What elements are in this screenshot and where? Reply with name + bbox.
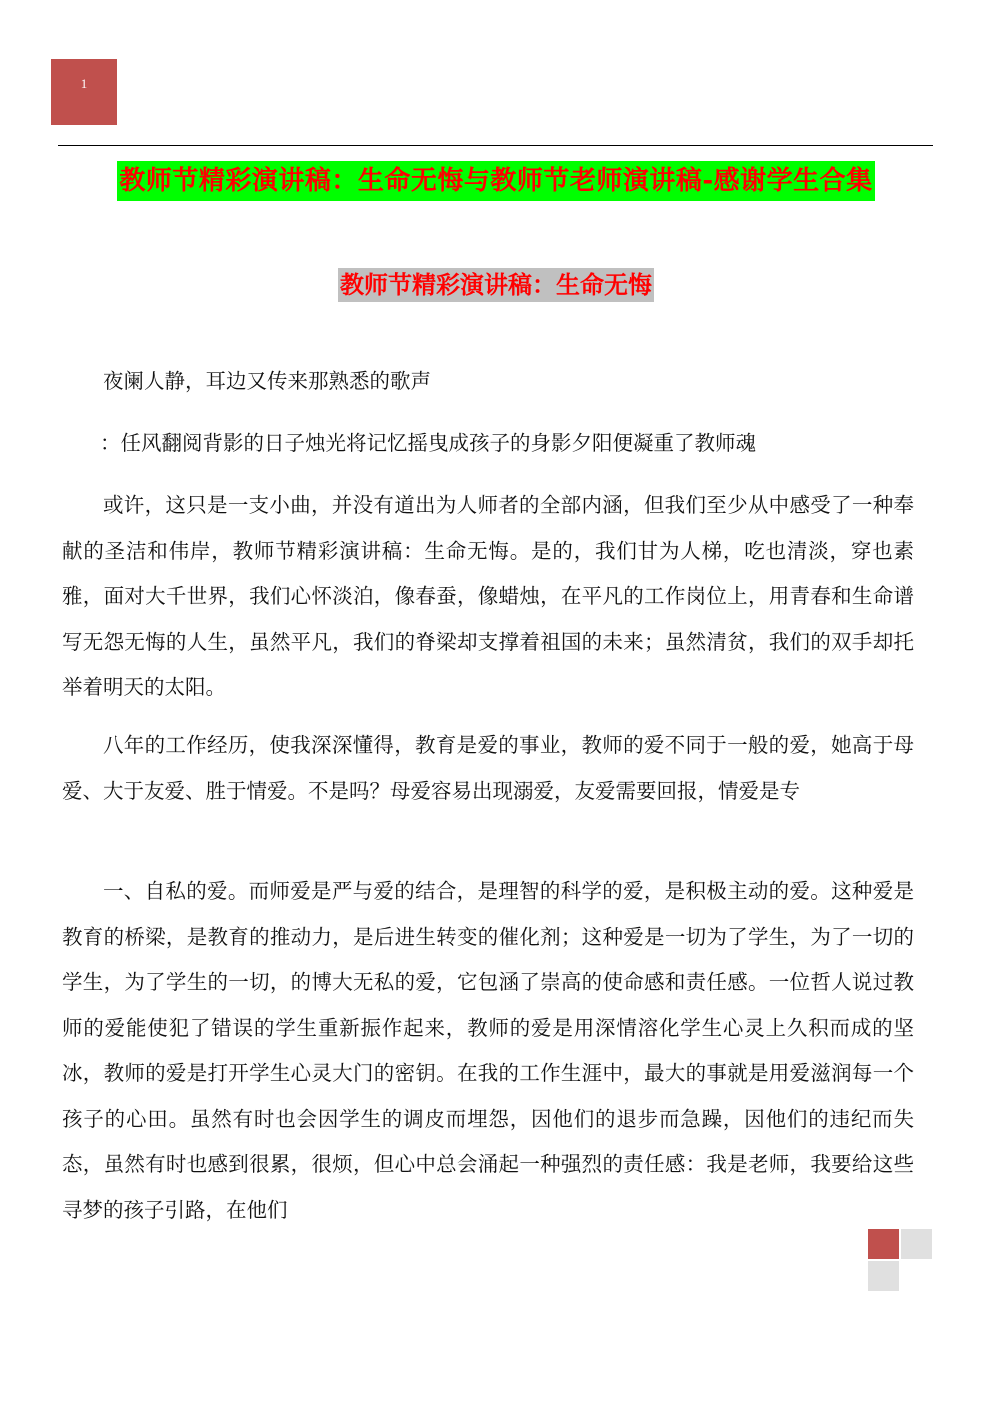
section-title-row — [0, 268, 992, 302]
paragraph-4: 八年的工作经历，使我深深懂得，教育是爱的事业，教师的爱不同于一般的爱，她高于母爱、大于友爱、胜于情爱。不是吗？母爱容易出现溺爱，友爱需要回报，情爱是专 — [62, 733, 914, 803]
corner-decoration — [868, 1229, 932, 1291]
paragraph-5: 一、自私的爱。而师爱是严与爱的结合，是理智的科学的爱，是积极主动的爱。这种爱是教育的桥梁，是教育的推动力，是后进生转变的催化剂；这种爱是一切为了学生，为了一切的学生，为了学生的一切，的博大无私的爱，它包涵了崇高的使命感和责任感。一位哲人说过教师的爱能使犯了错误的学生重新振作起来，教师的爱是用深情溶化学生心灵上久积而成的坚冰，教师的爱是打开学生心灵大门的密钥。在我的工作生涯中，最大的事就是用爱滋润每一个孩子的心田。虽然有时也会因学生的调皮而埋怨，因他们的退步而急躁，因他们的违纪而失态，虽然有时也感到很累，很烦，但心中总会涌起一种强烈的责任感：我是老师，我要给这些寻梦的孩子引路，在他们 — [62, 879, 914, 1222]
header-divider — [58, 145, 933, 146]
decoration-square-gray — [868, 1261, 899, 1291]
document-title-row — [0, 161, 992, 201]
decoration-square-gray — [901, 1229, 932, 1259]
section-title: 教师节精彩演讲稿：生命无悔 — [338, 268, 654, 302]
document-title: 教师节精彩演讲稿：生命无悔与教师节老师演讲稿-感谢学生合集 — [117, 161, 874, 201]
paragraph-1: 夜阑人静，耳边又传来那熟悉的歌声 — [103, 369, 431, 393]
page-number-badge — [51, 59, 117, 125]
paragraph-3: 或许，这只是一支小曲，并没有道出为人师者的全部内涵，但我们至少从中感受了一种奉献的圣洁和伟岸，教师节精彩演讲稿：生命无悔。是的，我们甘为人梯，吃也清淡，穿也素雅，面对大千世界，我们心怀淡泊，像春蚕，像蜡烛，在平凡的工作岗位上，用青春和生命谱写无怨无悔的人生，虽然平凡，我们的脊梁却支撑着祖国的未来；虽然清贫，我们的双手却托举着明天的太阳。 — [62, 493, 914, 699]
page-number: 1 — [80, 76, 88, 91]
decoration-square-red — [868, 1229, 899, 1259]
paragraph-2: ：任风翻阅背影的日子烛光将记忆摇曳成孩子的身影夕阳便凝重了教师魂 — [100, 431, 756, 455]
